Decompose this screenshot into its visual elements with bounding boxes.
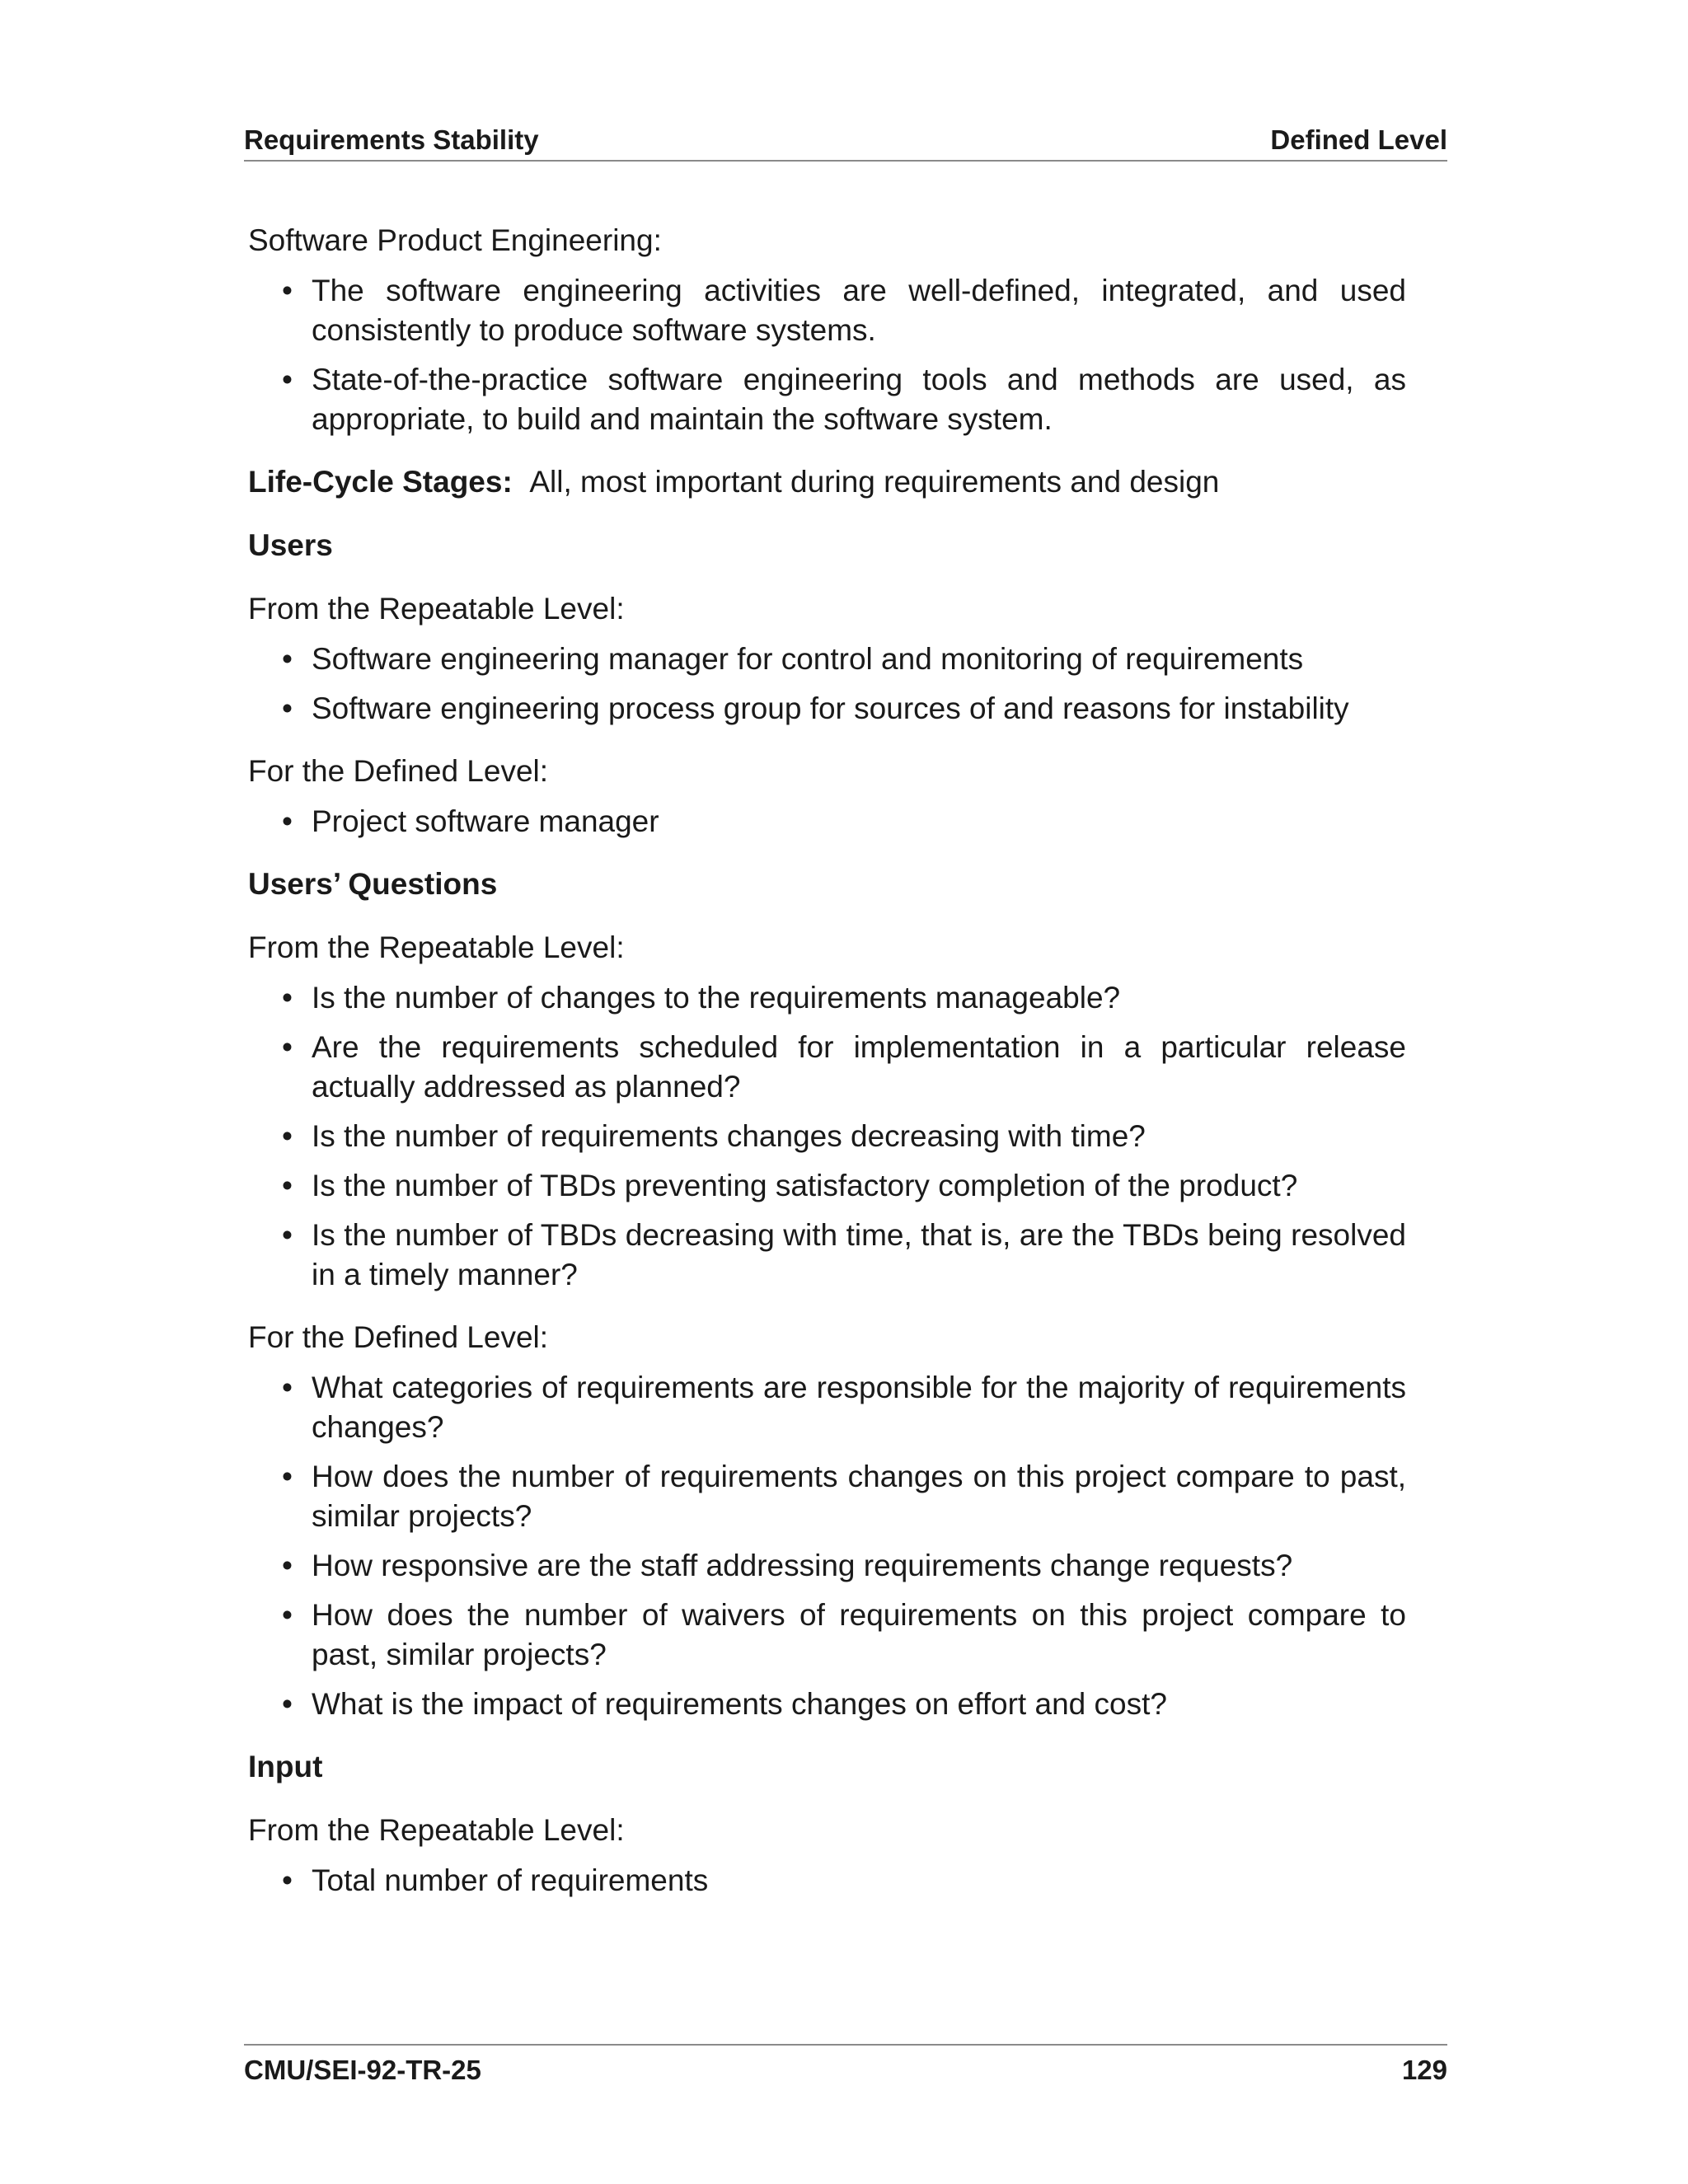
- list-item-text: How does the number of requirements changes on this project compare to past, similar projects?: [312, 1460, 1406, 1533]
- input-repeatable-heading: From the Repeatable Level:: [248, 1813, 625, 1847]
- list-item-text: Is the number of TBDs decreasing with time, that is, are the TBDs being resolved in a timely manner?: [312, 1218, 1406, 1291]
- list-item: [248, 802, 1406, 841]
- bullet-glyph: •: [282, 691, 293, 725]
- list-item: [248, 640, 1406, 679]
- spe-list: [248, 271, 1406, 439]
- bullet-glyph: •: [282, 642, 293, 676]
- list-item-text: Are the requirements scheduled for implementation in a particular release actually addressed as planned?: [312, 1030, 1406, 1104]
- bullet-glyph: •: [282, 1460, 293, 1493]
- list-item-text: How does the number of waivers of requirements on this project compare to past, similar projects?: [312, 1598, 1406, 1671]
- list-item-text: How responsive are the staff addressing requirements change requests?: [312, 1549, 1293, 1582]
- bullet-glyph: •: [282, 981, 293, 1015]
- header-level: Defined Level: [1270, 124, 1447, 155]
- questions-repeatable-heading: From the Repeatable Level:: [248, 930, 625, 964]
- list-item: [248, 1685, 1406, 1724]
- list-item: [248, 1861, 1406, 1900]
- bullet-glyph: •: [282, 363, 293, 396]
- bullet-glyph: •: [282, 1371, 293, 1404]
- input-repeatable-list: [248, 1861, 1406, 1900]
- bullet-glyph: •: [282, 1169, 293, 1202]
- list-item: [248, 1166, 1406, 1206]
- list-item: [248, 689, 1406, 729]
- bullet-glyph: •: [282, 1030, 293, 1064]
- list-item-text: Software engineering manager for control and monitoring of requirements: [312, 642, 1304, 676]
- users-repeatable-list: [248, 640, 1406, 729]
- bullet-glyph: •: [282, 804, 293, 838]
- bullet-glyph: •: [282, 1119, 293, 1153]
- list-item: [248, 1028, 1406, 1107]
- bullet-glyph: •: [282, 1687, 293, 1721]
- list-item-text: Is the number of TBDs preventing satisfactory completion of the product?: [312, 1169, 1298, 1202]
- questions-heading: Users’ Questions: [248, 867, 498, 901]
- page-header: [244, 124, 1447, 162]
- list-item-text: What categories of requirements are responsible for the majority of requirements changes?: [312, 1371, 1406, 1444]
- users-defined-heading: For the Defined Level:: [248, 754, 549, 788]
- list-item: [248, 978, 1406, 1018]
- list-item: [248, 1596, 1406, 1675]
- page-footer: [244, 2044, 1447, 2087]
- list-item-text: State-of-the-practice software engineering tools and methods are used, as appropriate, to build and maintain the software system.: [312, 363, 1406, 436]
- list-item: [248, 360, 1406, 439]
- page-content: [248, 221, 1406, 1924]
- list-item: [248, 1368, 1406, 1447]
- users-repeatable-heading: From the Repeatable Level:: [248, 592, 625, 626]
- users-heading: Users: [248, 528, 333, 562]
- lifecycle-text: All, most important during requirements and design: [529, 465, 1220, 499]
- list-item-text: Is the number of requirements changes decreasing with time?: [312, 1119, 1146, 1153]
- bullet-glyph: •: [282, 1549, 293, 1582]
- list-item-text: What is the impact of requirements changes on effort and cost?: [312, 1687, 1167, 1721]
- questions-defined-heading: For the Defined Level:: [248, 1320, 549, 1354]
- list-item-text: Software engineering process group for sources of and reasons for instability: [312, 691, 1349, 725]
- header-section-title: Requirements Stability: [244, 124, 539, 155]
- lifecycle-stages: [248, 462, 1406, 502]
- list-item-text: Total number of requirements: [312, 1863, 709, 1897]
- bullet-glyph: •: [282, 1218, 293, 1252]
- list-item-text: Project software manager: [312, 804, 659, 838]
- list-item: [248, 1117, 1406, 1156]
- lifecycle-label: Life-Cycle Stages:: [248, 465, 513, 499]
- bullet-glyph: •: [282, 274, 293, 307]
- input-heading: Input: [248, 1750, 323, 1783]
- users-defined-list: [248, 802, 1406, 841]
- list-item: [248, 1546, 1406, 1586]
- footer-page-number: 129: [1401, 2055, 1447, 2085]
- list-item: [248, 1216, 1406, 1295]
- list-item: [248, 271, 1406, 350]
- list-item: [248, 1457, 1406, 1536]
- questions-repeatable-list: [248, 978, 1406, 1295]
- list-item-text: The software engineering activities are well-defined, integrated, and used consistently to produce software systems.: [312, 274, 1406, 347]
- list-item-text: Is the number of changes to the requirements manageable?: [312, 981, 1121, 1015]
- bullet-glyph: •: [282, 1863, 293, 1897]
- footer-report-id: CMU/SEI-92-TR-25: [244, 2055, 481, 2085]
- spe-heading: Software Product Engineering:: [248, 223, 662, 257]
- bullet-glyph: •: [282, 1598, 293, 1632]
- questions-defined-list: [248, 1368, 1406, 1724]
